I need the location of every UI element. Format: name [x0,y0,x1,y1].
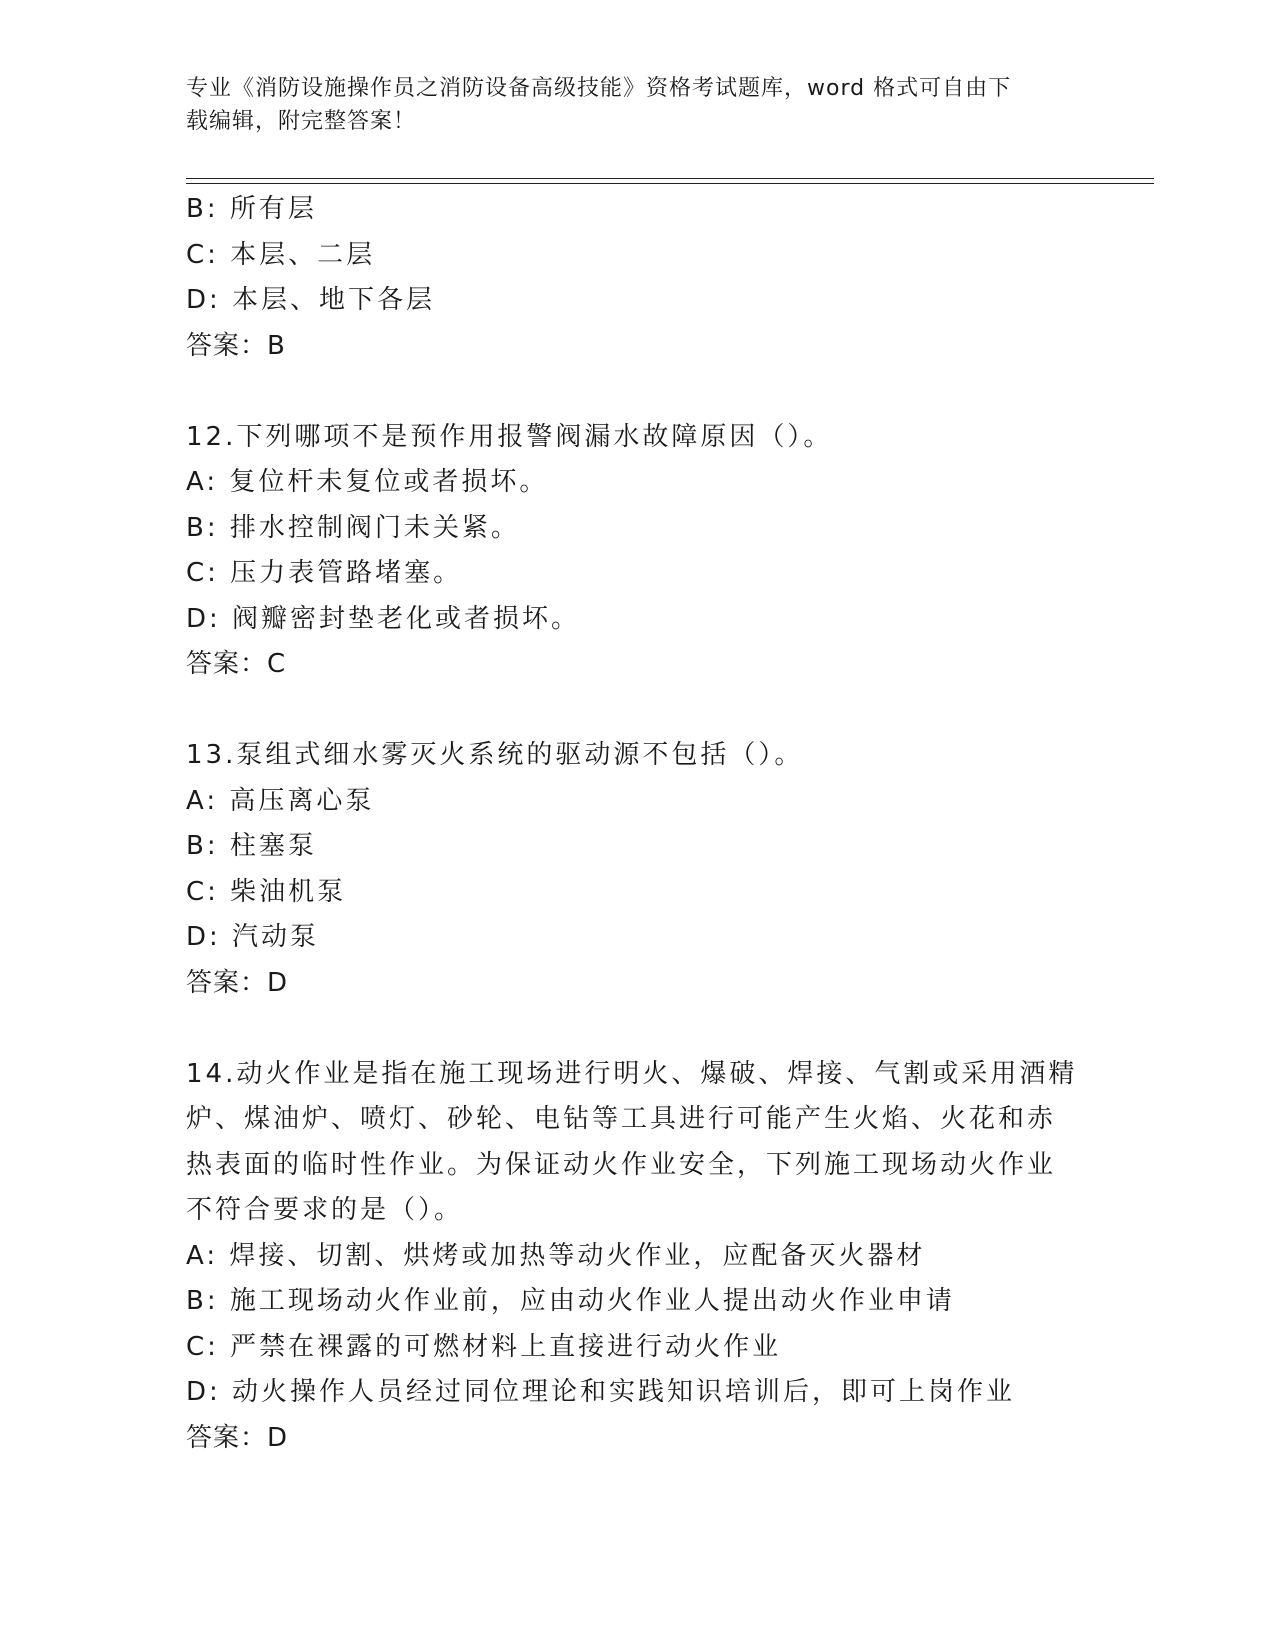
question-11-option-c: C: 本层、二层 [186,239,376,270]
question-11-option-b: B: 所有层 [186,194,317,224]
spacer [186,688,1086,734]
header-divider-top [186,178,1154,179]
question-11 [186,187,1086,369]
question-12-option-a: A: 复位杆未复位或者损坏。 [186,467,549,497]
document-header [186,72,1066,138]
question-14-stem-line-4: 不符合要求的是（）。 [186,1195,464,1225]
question-12-stem: 12.下列哪项不是预作用报警阀漏水故障原因（）。 [186,421,833,452]
spacer [186,1006,1086,1052]
question-12-option-c: C: 压力表管路堵塞。 [186,558,463,588]
question-13-option-c: C: 柴油机泵 [186,876,347,907]
question-14-stem-line-1: 14.动火作业是指在施工现场进行明火、爆破、焊接、气割或采用酒精 [186,1058,1078,1089]
question-11-answer: 答案：B [186,330,286,361]
question-13-option-d: D: 汽动泵 [186,922,320,952]
spacer [186,369,1086,415]
question-14-option-c: C: 严禁在裸露的可燃材料上直接进行动火作业 [186,1331,782,1362]
question-list [186,187,1086,1461]
question-14-option-a: A: 焊接、切割、烘烤或加热等动火作业，应配备灭火器材 [186,1240,926,1271]
question-12 [186,415,1086,688]
question-11-option-d: D: 本层、地下各层 [186,285,436,315]
question-13 [186,733,1086,1006]
header-line-2: 载编辑，附完整答案！ [186,109,417,134]
question-12-option-b: B: 排水控制阀门未关紧。 [186,512,520,543]
question-12-answer: 答案：C [186,649,287,679]
question-14-option-b: B: 施工现场动火作业前，应由动火作业人提出动火作业申请 [186,1286,955,1316]
question-13-option-a: A: 高压离心泵 [186,785,375,816]
question-13-stem: 13.泵组式细水雾灭火系统的驱动源不包括（）。 [186,740,804,770]
question-14-stem-line-2: 炉、煤油炉、喷灯、砂轮、电钻等工具进行可能产生火焰、火花和赤 [186,1104,1057,1134]
question-12-option-d: D: 阀瓣密封垫老化或者损坏。 [186,603,581,634]
question-13-option-b: B: 柱塞泵 [186,831,317,861]
question-13-answer: 答案：D [186,967,289,998]
question-14-stem-line-3: 热表面的临时性作业。为保证动火作业安全，下列施工现场动火作业 [186,1149,1057,1180]
question-14-answer: 答案：D [186,1422,289,1453]
header-divider-bottom [186,183,1154,184]
question-14 [186,1052,1086,1462]
question-14-option-d: D: 动火操作人员经过同位理论和实践知识培训后，即可上岗作业 [186,1377,1016,1407]
header-line-1: 专业《消防设施操作员之消防设备高级技能》资格考试题库，word 格式可自由下 [186,76,1012,101]
